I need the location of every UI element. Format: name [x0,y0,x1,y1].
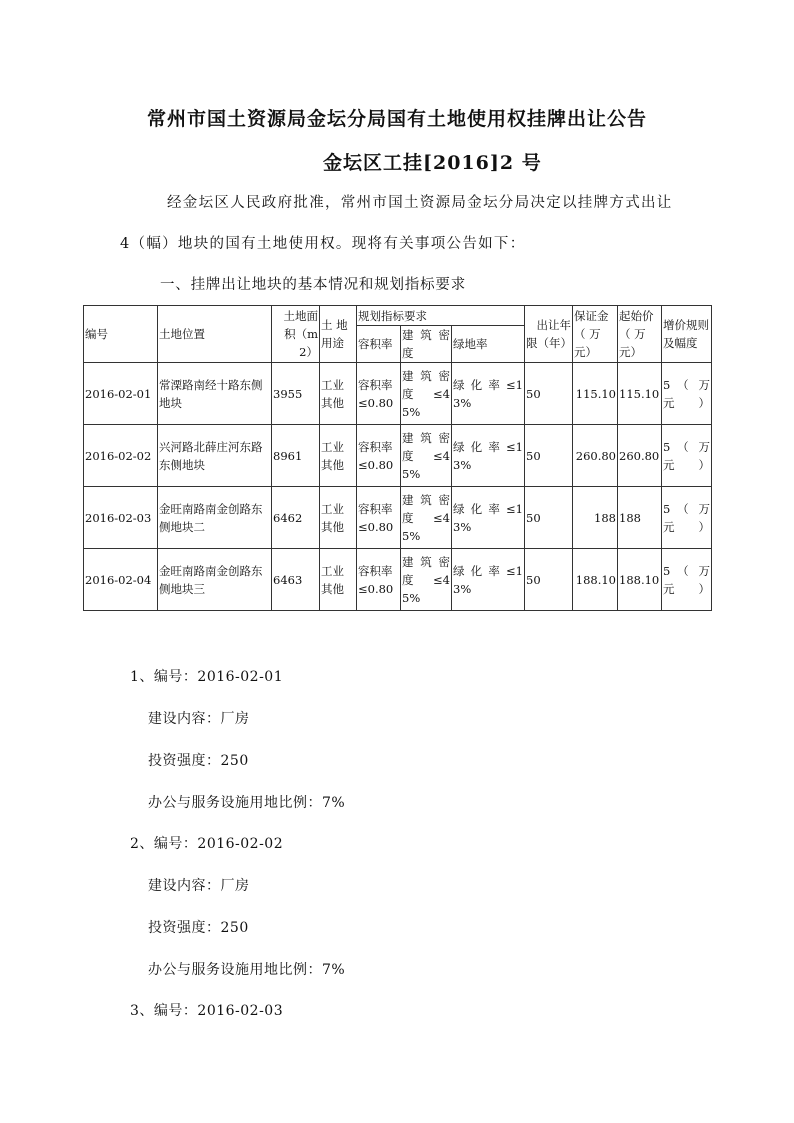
cell-far: 容积率≤0.80 [357,363,401,425]
cell-no: 2016-02-04 [84,549,158,611]
intro-paragraph-line2: 4（幅）地块的国有土地使用权。现将有关事项公告如下： [120,236,526,252]
document-title: 常州市国土资源局金坛分局国有土地使用权挂牌出让公告 [146,108,647,130]
cell-start-price: 260.80 [618,425,662,487]
detail-heading-3: 3、编号：2016-02-03 [130,1003,284,1019]
header-density: 建 筑 密度 [401,326,452,363]
cell-deposit: 260.80 [573,425,618,487]
cell-no: 2016-02-01 [84,363,158,425]
cell-start-price: 115.10 [618,363,662,425]
cell-far: 容积率≤0.80 [357,425,401,487]
cell-area: 8961 [272,425,320,487]
cell-use: 工业其他 [320,549,357,611]
cell-green: 绿 化 率 ≤13% [452,363,525,425]
cell-no: 2016-02-02 [84,425,158,487]
cell-years: 50 [525,487,573,549]
header-area: 土地面积（m2） [272,306,320,363]
table-row [84,363,712,425]
detail-heading-2: 2、编号：2016-02-02 [130,836,284,852]
table-header-row [84,306,712,326]
cell-use: 工业其他 [320,363,357,425]
cell-no: 2016-02-03 [84,487,158,549]
detail-ratio-1: 办公与服务设施用地比例：7% [148,795,346,811]
header-increment: 增价规则及幅度 [662,306,712,363]
document-number: 金坛区工挂[2016]2 号 [323,152,542,174]
detail-ratio-2: 办公与服务设施用地比例：7% [148,962,346,978]
table-row [84,549,712,611]
cell-far: 容积率≤0.80 [357,549,401,611]
cell-density: 建 筑 密度 ≤45% [401,549,452,611]
land-parcel-table [83,305,712,611]
cell-use: 工业其他 [320,425,357,487]
cell-location: 金旺南路南金创路东侧地块二 [158,487,272,549]
cell-location: 兴河路北薛庄河东路东侧地块 [158,425,272,487]
intro-paragraph-line1: 经金坛区人民政府批准，常州市国土资源局金坛分局决定以挂牌方式出让 [167,195,673,211]
cell-location: 常溧路南经十路东侧地块 [158,363,272,425]
header-planning: 规划指标要求 [357,306,525,326]
detail-content-1: 建设内容：厂房 [148,711,250,727]
cell-start-price: 188 [618,487,662,549]
cell-green: 绿 化 率 ≤13% [452,487,525,549]
detail-intensity-2: 投资强度：250 [148,920,249,936]
header-no: 编号 [84,306,158,363]
detail-heading-1: 1、编号：2016-02-01 [130,669,284,685]
header-deposit: 保证金（ 万元） [573,306,618,363]
cell-far: 容积率≤0.80 [357,487,401,549]
section-heading: 一、挂牌出让地块的基本情况和规划指标要求 [160,277,466,293]
cell-increment: 5 （ 万元） [662,487,712,549]
cell-use: 工业其他 [320,487,357,549]
cell-deposit: 188.10 [573,549,618,611]
cell-increment: 5 （ 万元） [662,549,712,611]
cell-density: 建 筑 密度 ≤45% [401,487,452,549]
header-location: 土地位置 [158,306,272,363]
cell-green: 绿 化 率 ≤13% [452,425,525,487]
header-green: 绿地率 [452,326,525,363]
header-years: 出让年限（年） [525,306,573,363]
table-row [84,487,712,549]
cell-area: 6463 [272,549,320,611]
cell-deposit: 188 [573,487,618,549]
cell-green: 绿 化 率 ≤13% [452,549,525,611]
cell-start-price: 188.10 [618,549,662,611]
cell-deposit: 115.10 [573,363,618,425]
detail-intensity-1: 投资强度：250 [148,753,249,769]
cell-location: 金旺南路南金创路东侧地块三 [158,549,272,611]
cell-area: 3955 [272,363,320,425]
cell-years: 50 [525,425,573,487]
header-far: 容积率 [357,326,401,363]
header-start-price: 起始价（ 万元） [618,306,662,363]
detail-content-2: 建设内容：厂房 [148,878,250,894]
cell-density: 建 筑 密度 ≤45% [401,363,452,425]
table-row [84,425,712,487]
cell-years: 50 [525,549,573,611]
cell-density: 建 筑 密度 ≤45% [401,425,452,487]
cell-area: 6462 [272,487,320,549]
header-use: 土 地用途 [320,306,357,363]
cell-increment: 5 （ 万元） [662,363,712,425]
cell-years: 50 [525,363,573,425]
cell-increment: 5 （ 万元） [662,425,712,487]
